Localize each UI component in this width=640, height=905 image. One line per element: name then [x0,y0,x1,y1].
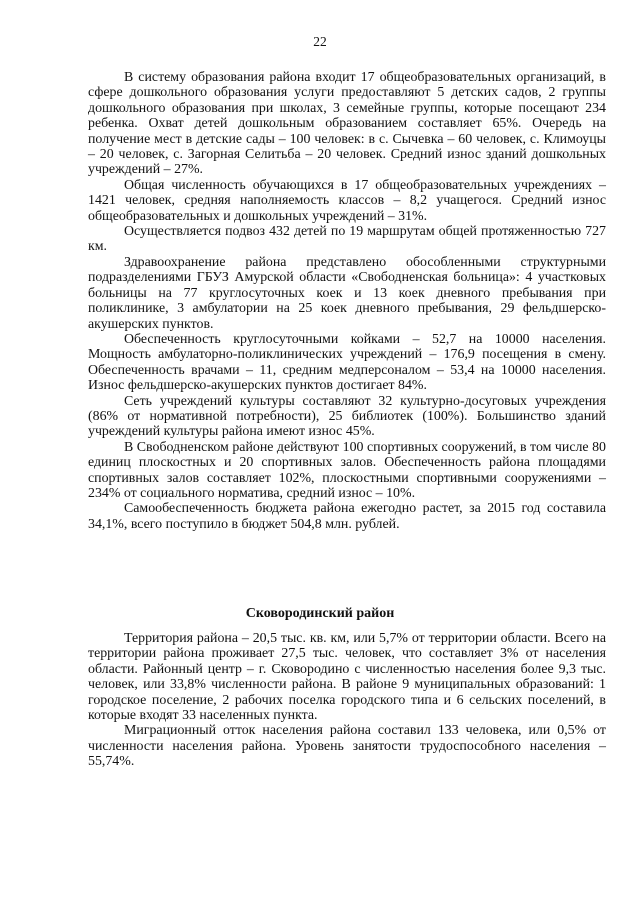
district-overview-text [88,70,606,532]
paragraph-healthcare: Здравоохранение района представлено обособленными структурными подразделениями ГБУЗ Амурской области «Свободненская больница»: 4 участковых больницы на 77 круглосуточных коек и 13 коек дневного пребывания при поликлинике, 3 амбулатории на 25 коек дневного пребывания, 29 фельдшерско-акушерских пунктов. [88,254,606,332]
paragraph-territory: Территория района – 20,5 тыс. кв. км, или 5,7% от территории области. Всего на территории района проживает 27,5 тыс. человек, что составляет 3% от населения области. Районный центр – г. Сковородино с численностью населения более 9,3 тыс. человек, или 33,8% численности района. В районе 9 муниципальных образований: 1 городское поселение, 2 рабочих поселка городского типа и 6 сельских поселений, в которые входят 33 населенных пункта. [88,631,606,724]
page-number: 22 [313,34,327,49]
paragraph-healthcare-capacity: Обеспеченность круглосуточными койками – 52,7 на 10000 населения. Мощность амбулаторно-поликлинических учреждений – 176,9 посещения в смену. Обеспеченность врачами – 11, средним медперсоналом – 53,4 на 10000 населения. Износ фельдшерско-акушерских пунктов достигает 84%. [88,331,606,394]
paragraph-sports: В Свободненском районе действуют 100 спортивных сооружений, в том числе 80 единиц плоскостных и 20 спортивных залов. Обеспеченность района площадями спортивных залов составляет 102%, плоскостными спортивными сооружениями – 234% от социального норматива, средний износ – 10%. [88,439,606,501]
paragraph-migration: Миграционный отток населения района составил 133 человека, или 0,5% от численности населения района. Уровень занятости трудоспособного населения – 55,74%. [88,723,606,770]
paragraph-transport: Осуществляется подвоз 432 детей по 19 маршрутам общей протяженностью 727 км. [88,224,606,255]
paragraph-culture: Сеть учреждений культуры составляют 32 культурно-досуговых учреждения (86% от нормативной потребности), 25 библиотек (100%). Большинство зданий учреждений культуры района имеют износ 45%. [88,393,606,440]
skovorodino-district-text [88,631,606,770]
paragraph-students: Общая численность обучающихся в 17 общеобразовательных учреждениях – 1421 человек, средняя наполняемость классов – 8,2 учащегося. Средний износ общеобразовательных и дошкольных учреждений – 31%. [88,177,606,224]
section-heading: Сковородинский район [245,606,395,621]
paragraph-budget: Самообеспеченность бюджета района ежегодно растет, за 2015 год составила 34,1%, всего поступило в бюджет 504,8 млн. рублей. [88,501,606,532]
paragraph-education: В систему образования района входит 17 общеобразовательных организаций, в сфере дошкольного образования услуги предоставляют 5 детских садов, 2 группы дошкольного образования при школах, 3 семейные группы, которые посещают 234 ребенка. Охват детей дошкольным образованием составляет 65%. Очередь на получение мест в детские сады – 100 человек: в с. Сычевка – 60 человек, с. Климоуцы – 20 человек, с. Загорная Селитьба – 20 человек. Средний износ зданий дошкольных учреждений – 27%. [88,70,606,178]
